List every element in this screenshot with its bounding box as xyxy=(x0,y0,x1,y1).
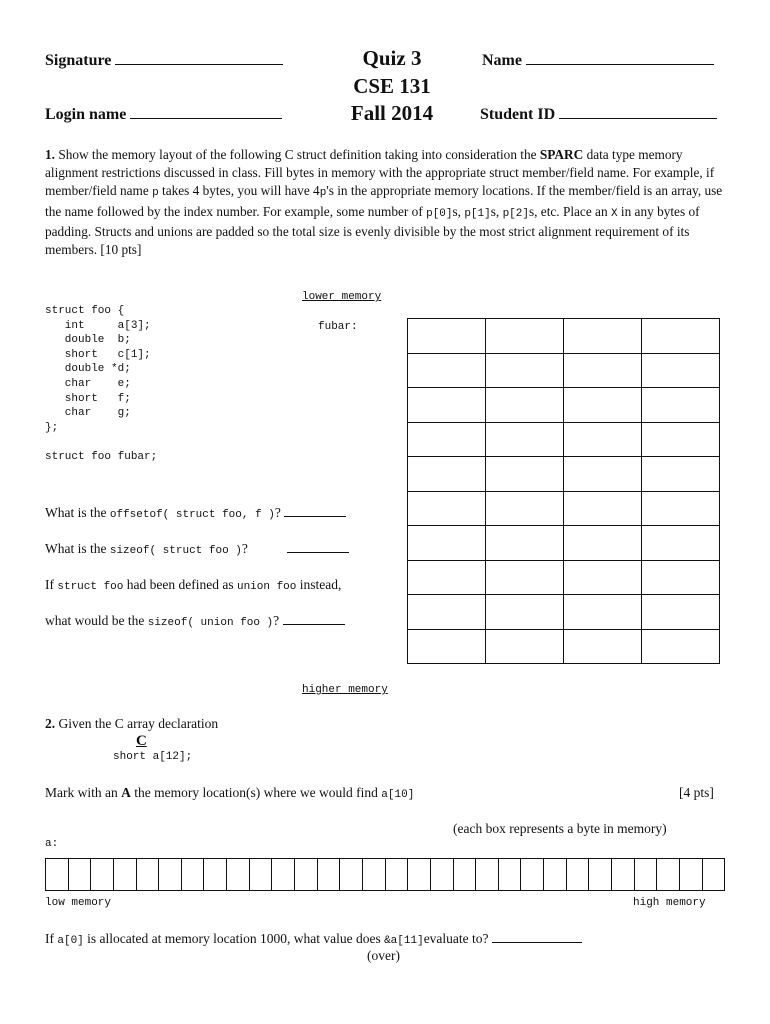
union-answer-blank[interactable] xyxy=(283,612,345,625)
fubar-label: fubar: xyxy=(318,321,358,333)
q2-points: [4 pts] xyxy=(679,785,714,800)
sparc-term: SPARC xyxy=(539,147,584,162)
union-sizeof-code: sizeof( union foo ) xyxy=(147,617,274,629)
array-byte-cell[interactable] xyxy=(567,859,590,890)
array-byte-cell[interactable] xyxy=(657,859,680,890)
q1-s1: s, xyxy=(452,203,461,219)
memory-byte-cell[interactable] xyxy=(486,526,564,561)
memory-byte-cell[interactable] xyxy=(408,560,486,595)
memory-byte-cell[interactable] xyxy=(564,457,642,492)
byte-strip xyxy=(45,858,725,891)
memory-byte-cell[interactable] xyxy=(486,629,564,664)
array-byte-cell[interactable] xyxy=(69,859,92,890)
q1-text-f: in any bytes of padding. Structs and unions are padded so the total size is evenly divisible by the most strict alignment requirement of its members. [10 pts] xyxy=(45,203,700,258)
sizeof-q-pre: What is the xyxy=(45,541,107,556)
sizeof-code: sizeof( struct foo ) xyxy=(109,545,242,557)
term: Fall 2014 xyxy=(350,101,434,125)
array-byte-cell[interactable] xyxy=(703,859,725,890)
memory-byte-cell[interactable] xyxy=(564,319,642,354)
array-byte-cell[interactable] xyxy=(318,859,341,890)
grid-row xyxy=(408,595,720,630)
memory-byte-cell[interactable] xyxy=(408,526,486,561)
array-byte-cell[interactable] xyxy=(476,859,499,890)
array-declaration: short a[12]; xyxy=(113,751,193,763)
union-q2-post: ? xyxy=(273,613,280,628)
q1-text-a: Show the memory layout of the following C struct definition taking into consideration the xyxy=(58,147,537,162)
c-label: C xyxy=(136,733,147,749)
array-byte-cell[interactable] xyxy=(295,859,318,890)
array-byte-cell[interactable] xyxy=(499,859,522,890)
array-byte-cell[interactable] xyxy=(408,859,431,890)
mark-instruction xyxy=(45,785,414,801)
code-p: p xyxy=(152,187,159,200)
grid-row xyxy=(408,319,720,354)
mark-a: A xyxy=(121,785,131,800)
grid-row xyxy=(408,353,720,388)
memory-byte-cell[interactable] xyxy=(642,457,720,492)
memory-byte-cell[interactable] xyxy=(564,388,642,423)
memory-byte-cell[interactable] xyxy=(486,457,564,492)
offsetof-q-pre: What is the xyxy=(45,505,107,520)
memory-byte-cell[interactable] xyxy=(564,526,642,561)
array-byte-cell[interactable] xyxy=(272,859,295,890)
q1-s2: s, xyxy=(490,203,500,219)
union-q-mid: had been defined as xyxy=(126,577,234,592)
address-question xyxy=(45,930,582,947)
memory-byte-cell[interactable] xyxy=(486,353,564,388)
memory-byte-cell[interactable] xyxy=(408,457,486,492)
array-byte-cell[interactable] xyxy=(363,859,386,890)
name-blank[interactable] xyxy=(526,52,714,65)
union-q-pre: If xyxy=(45,577,54,592)
q2-number: 2. xyxy=(45,716,56,731)
box-note: (each box represents a byte in memory) xyxy=(453,821,667,836)
memory-byte-cell[interactable] xyxy=(408,491,486,526)
memory-byte-cell[interactable] xyxy=(564,629,642,664)
address-answer-blank[interactable] xyxy=(492,930,582,943)
student-id-field[interactable] xyxy=(480,106,717,124)
array-byte-cell[interactable] xyxy=(454,859,477,890)
memory-byte-cell[interactable] xyxy=(642,353,720,388)
memory-byte-cell[interactable] xyxy=(408,388,486,423)
low-memory-label: low memory xyxy=(45,897,112,909)
memory-byte-cell[interactable] xyxy=(408,422,486,457)
sizeof-answer-blank[interactable] xyxy=(287,540,349,553)
memory-byte-cell[interactable] xyxy=(642,422,720,457)
offsetof-q-post: ? xyxy=(274,505,281,520)
memory-byte-cell[interactable] xyxy=(486,560,564,595)
q1-number: 1. xyxy=(45,147,55,162)
union-question xyxy=(45,577,341,593)
code-p0: p[0] xyxy=(426,207,453,220)
memory-byte-cell[interactable] xyxy=(642,388,720,423)
memory-byte-cell[interactable] xyxy=(642,526,720,561)
fubar-memory-grid xyxy=(407,318,720,664)
grid-row xyxy=(408,457,720,492)
union-q2-pre: what would be the xyxy=(45,613,145,628)
q2-heading xyxy=(45,716,218,732)
offsetof-answer-blank[interactable] xyxy=(284,504,346,517)
memory-byte-cell[interactable] xyxy=(564,491,642,526)
array-byte-cell[interactable] xyxy=(46,859,69,890)
array-byte-cell[interactable] xyxy=(635,859,658,890)
array-byte-cell[interactable] xyxy=(204,859,227,890)
union-q-post: instead, xyxy=(299,577,342,592)
grid-row xyxy=(408,491,720,526)
student-id-label: Student ID xyxy=(480,106,556,123)
alloc-mid: is allocated at memory location 1000, what value does xyxy=(87,931,381,946)
name-field[interactable] xyxy=(482,52,714,70)
login-name-field[interactable] xyxy=(45,106,282,124)
grid-row xyxy=(408,560,720,595)
high-memory-label: high memory xyxy=(633,897,706,909)
q1-text-e: s, etc. Place an xyxy=(528,203,608,219)
memory-byte-cell[interactable] xyxy=(642,319,720,354)
array-byte-cell[interactable] xyxy=(612,859,635,890)
struct-code: struct foo { int a[3]; double b; short c[1]; double *d; char e; short f; char g; }; struct foo fubar; xyxy=(45,305,158,463)
array-byte-cell[interactable] xyxy=(589,859,612,890)
higher-memory-label: higher memory xyxy=(302,684,388,696)
memory-byte-cell[interactable] xyxy=(486,491,564,526)
signature-field[interactable] xyxy=(45,52,283,70)
grid-row xyxy=(408,526,720,561)
login-blank[interactable] xyxy=(130,106,282,119)
memory-byte-cell[interactable] xyxy=(642,560,720,595)
grid-row xyxy=(408,388,720,423)
q2-text: Given the C array declaration xyxy=(58,716,219,731)
q1-instructions xyxy=(45,146,727,259)
code-p2: p xyxy=(319,187,327,200)
login-label: Login name xyxy=(45,106,127,123)
q1-text-c: takes 4 bytes, you will have 4 xyxy=(162,183,320,199)
array-byte-cell[interactable] xyxy=(521,859,544,890)
grid-row xyxy=(408,629,720,664)
course-code: CSE 131 xyxy=(353,74,431,98)
memory-byte-cell[interactable] xyxy=(642,491,720,526)
alloc-post: evaluate to? xyxy=(423,931,489,946)
memory-byte-cell[interactable] xyxy=(564,422,642,457)
array-byte-cell[interactable] xyxy=(544,859,567,890)
memory-byte-cell[interactable] xyxy=(564,353,642,388)
array-byte-cell[interactable] xyxy=(227,859,250,890)
union-sizeof-question xyxy=(45,612,345,629)
code-p2b: p[2] xyxy=(502,207,529,220)
array-byte-cell[interactable] xyxy=(340,859,363,890)
memory-byte-cell[interactable] xyxy=(486,319,564,354)
array-byte-cell[interactable] xyxy=(250,859,273,890)
grid-row xyxy=(408,422,720,457)
mark-code: a[10] xyxy=(381,789,415,801)
offsetof-code: offsetof( struct foo, f ) xyxy=(109,509,275,521)
array-byte-cell[interactable] xyxy=(182,859,205,890)
signature-label: Signature xyxy=(45,52,112,69)
memory-byte-cell[interactable] xyxy=(408,353,486,388)
memory-byte-cell[interactable] xyxy=(408,629,486,664)
quiz-title: Quiz 3 xyxy=(362,46,422,70)
mark-pre: Mark with an xyxy=(45,785,118,800)
array-byte-cell[interactable] xyxy=(431,859,454,890)
q1-text-d: 's in the appropriate memory locations. If the member/field is an array, use the name followed by the index number. For example, some number of xyxy=(45,183,723,219)
memory-byte-cell[interactable] xyxy=(642,629,720,664)
memory-byte-cell[interactable] xyxy=(408,319,486,354)
code-p1: p[1] xyxy=(464,207,491,220)
sizeof-question xyxy=(45,540,349,557)
memory-byte-cell[interactable] xyxy=(642,595,720,630)
code-x: X xyxy=(610,207,618,220)
q1-text-b: data type memory alignment restrictions discussed in class. Fill bytes in memory with the appropriate struct member/field name. For example, if member/field name xyxy=(45,147,715,199)
union-code1: struct foo xyxy=(57,581,124,593)
memory-byte-cell[interactable] xyxy=(486,422,564,457)
array-byte-cell[interactable] xyxy=(159,859,182,890)
alloc-code1: a[0] xyxy=(57,935,84,947)
student-id-blank[interactable] xyxy=(559,106,717,119)
array-byte-cell[interactable] xyxy=(114,859,137,890)
memory-byte-cell[interactable] xyxy=(564,595,642,630)
over-note: (over) xyxy=(367,948,400,963)
memory-byte-cell[interactable] xyxy=(486,388,564,423)
memory-byte-cell[interactable] xyxy=(564,560,642,595)
signature-blank[interactable] xyxy=(115,52,283,65)
array-label: a: xyxy=(45,838,59,850)
mark-post: the memory location(s) where we would find xyxy=(134,785,378,800)
array-byte-cell[interactable] xyxy=(680,859,703,890)
alloc-pre: If xyxy=(45,931,54,946)
memory-byte-cell[interactable] xyxy=(408,595,486,630)
lower-memory-label: lower memory xyxy=(302,291,382,303)
name-label: Name xyxy=(482,52,522,69)
union-code2: union foo xyxy=(236,581,297,593)
array-byte-cell[interactable] xyxy=(137,859,160,890)
memory-byte-cell[interactable] xyxy=(486,595,564,630)
sizeof-q-post: ? xyxy=(241,541,248,556)
offsetof-question xyxy=(45,504,346,521)
array-byte-cell[interactable] xyxy=(91,859,114,890)
alloc-code2: &a[11] xyxy=(384,935,424,947)
array-byte-cell[interactable] xyxy=(386,859,409,890)
